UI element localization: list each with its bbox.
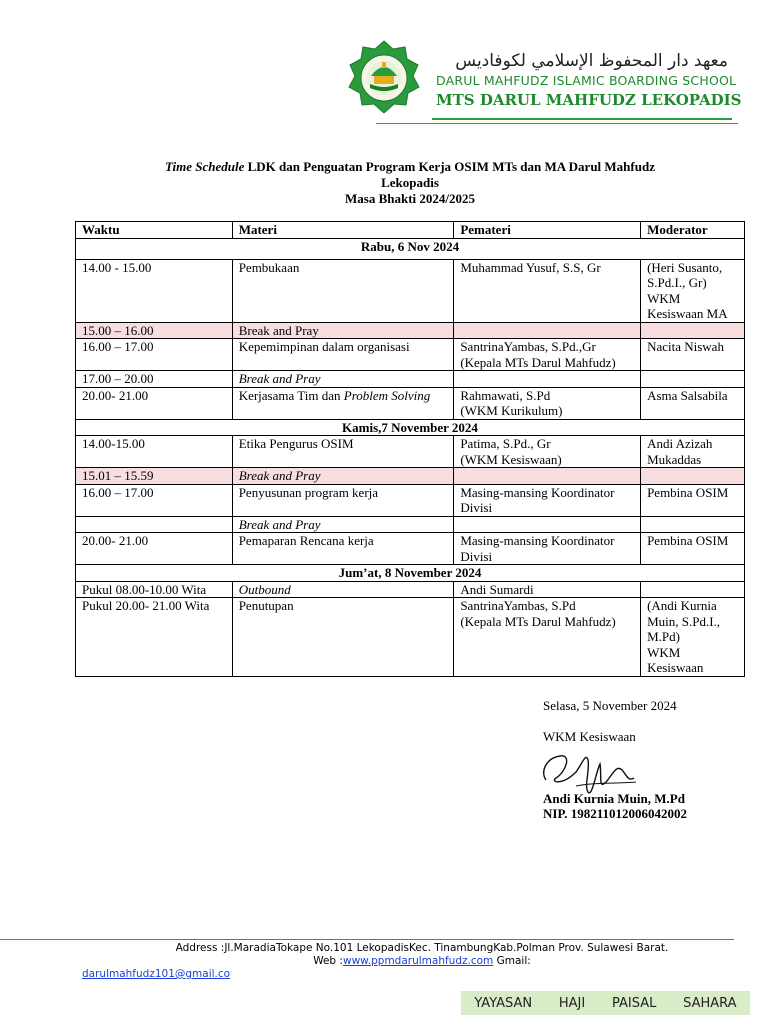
cell-materi: Penutupan bbox=[232, 598, 454, 677]
mts-name: MTS DARUL MAHFUDZ LEKOPADIS bbox=[436, 91, 742, 109]
day-row bbox=[76, 565, 745, 582]
day-label: Kamis,7 November 2024 bbox=[76, 419, 745, 436]
cell-moderator: Andi Azizah Mukaddas bbox=[641, 436, 745, 468]
cell-moderator: Asma Salsabila bbox=[641, 387, 745, 419]
cell-materi: Break and Pray bbox=[232, 371, 454, 388]
table-row bbox=[76, 387, 745, 419]
title-line-2: Lekopadis bbox=[381, 175, 439, 190]
cell-materi: Pemaparan Rencana kerja bbox=[232, 533, 454, 565]
yayasan-word: PAISAL bbox=[611, 995, 657, 1011]
header-divider bbox=[432, 118, 732, 120]
cell-materi: Break and Pray bbox=[232, 468, 454, 485]
table-row bbox=[76, 598, 745, 677]
table-row bbox=[76, 371, 745, 388]
signature-name: Andi Kurnia Muin, M.Pd bbox=[543, 791, 685, 806]
signature-role: WKM Kesiswaan bbox=[543, 729, 636, 744]
cell-moderator: Nacita Niswah bbox=[641, 339, 745, 371]
cell-waktu: 17.00 – 20.00 bbox=[76, 371, 233, 388]
cell-pemateri bbox=[454, 371, 641, 388]
website-link[interactable]: www.ppmdarulmahfudz.com bbox=[342, 955, 494, 967]
arabic-school-name-calligraphy bbox=[455, 44, 732, 74]
cell-moderator bbox=[641, 322, 745, 339]
cell-materi: Kepemimpinan dalam organisasi bbox=[232, 339, 454, 371]
cell-waktu: 14.00 - 15.00 bbox=[76, 259, 233, 322]
cell-materi: Break and Pray bbox=[232, 516, 454, 533]
cell-moderator bbox=[641, 468, 745, 485]
schedule-table bbox=[75, 221, 745, 677]
footer-divider bbox=[0, 939, 734, 940]
table-row bbox=[76, 322, 745, 339]
cell-waktu: 16.00 – 17.00 bbox=[76, 484, 233, 516]
cell-moderator bbox=[641, 516, 745, 533]
title-main-part: LDK dan Penguatan Program Kerja OSIM MTs dan MA Darul Mahfudz bbox=[244, 159, 655, 174]
header-pemateri: Pemateri bbox=[454, 222, 641, 239]
cell-moderator: Pembina OSIM bbox=[641, 533, 745, 565]
cell-pemateri bbox=[454, 468, 641, 485]
cell-waktu: 20.00- 21.00 bbox=[76, 387, 233, 419]
table-row bbox=[76, 339, 745, 371]
email-link[interactable]: darulmahfudz101@gmail.co bbox=[82, 968, 231, 980]
cell-pemateri: SantrinaYambas, S.Pd (Kepala MTs Darul Mahfudz) bbox=[454, 598, 641, 677]
cell-materi: Pembukaan bbox=[232, 259, 454, 322]
cell-pemateri: Muhammad Yusuf, S.S, Gr bbox=[454, 259, 641, 322]
table-row bbox=[76, 581, 745, 598]
title-italic-part: Time Schedule bbox=[165, 159, 245, 174]
footer-web bbox=[82, 955, 762, 968]
cell-waktu: Pukul 08.00-10.00 Wita bbox=[76, 581, 233, 598]
cell-waktu: 16.00 – 17.00 bbox=[76, 339, 233, 371]
yayasan-word: YAYASAN bbox=[474, 995, 533, 1011]
cell-moderator: (Heri Susanto, S.Pd.I., Gr) WKM Kesiswaan MA bbox=[641, 259, 745, 322]
footer-address: Address :Jl.MaradiaTokape No.101 LekopadisKec. TinambungKab.Polman Prov. Sulawesi Barat. bbox=[175, 942, 669, 954]
yayasan-banner bbox=[461, 991, 750, 1015]
header-materi: Materi bbox=[232, 222, 454, 239]
materi-text-italic: Problem Solving bbox=[343, 387, 431, 403]
cell-pemateri: SantrinaYambas, S.Pd.,Gr (Kepala MTs Darul Mahfudz) bbox=[454, 339, 641, 371]
signature-date: Selasa, 5 November 2024 bbox=[543, 698, 677, 713]
table-row bbox=[76, 259, 745, 322]
cell-pemateri bbox=[454, 322, 641, 339]
cell-materi: Outbound bbox=[232, 581, 454, 598]
school-name: DARUL MAHFUDZ ISLAMIC BOARDING SCHOOL bbox=[436, 73, 737, 88]
header-waktu: Waktu bbox=[76, 222, 233, 239]
cell-moderator bbox=[641, 581, 745, 598]
title-period: Masa Bhakti 2024/2025 bbox=[344, 191, 475, 206]
cell-pemateri: Andi Sumardi bbox=[454, 581, 641, 598]
cell-pemateri: Masing-mansing Koordinator Divisi bbox=[454, 533, 641, 565]
table-header-row bbox=[76, 222, 745, 239]
cell-materi: Break and Pray bbox=[232, 322, 454, 339]
header-moderator: Moderator bbox=[641, 222, 745, 239]
materi-text: Kerjasama Tim dan bbox=[238, 387, 344, 403]
table-row bbox=[76, 516, 745, 533]
cell-moderator bbox=[641, 371, 745, 388]
web-label: Web : bbox=[313, 955, 343, 967]
day-row bbox=[76, 419, 745, 436]
cell-pemateri bbox=[454, 516, 641, 533]
signature-nip: NIP. 198211012006042002 bbox=[543, 806, 687, 821]
table-row bbox=[76, 468, 745, 485]
yayasan-word: SAHARA bbox=[683, 995, 737, 1011]
cell-waktu: 14.00-15.00 bbox=[76, 436, 233, 468]
cell-waktu: 15.01 – 15.59 bbox=[76, 468, 233, 485]
cell-materi: Penyusunan program kerja bbox=[232, 484, 454, 516]
table-row bbox=[76, 436, 745, 468]
cell-waktu: 20.00- 21.00 bbox=[76, 533, 233, 565]
document-title bbox=[76, 159, 744, 207]
header-divider-thin bbox=[376, 123, 738, 124]
cell-materi: Etika Pengurus OSIM bbox=[232, 436, 454, 468]
cell-moderator: (Andi Kurnia Muin, S.Pd.I., M.Pd) WKM Kesiswaan bbox=[641, 598, 745, 677]
svg-text:معهد دار المحفوظ الإسلامي لكوف: معهد دار المحفوظ الإسلامي لكوفاديس bbox=[455, 51, 728, 71]
cell-pemateri: Patima, S.Pd., Gr (WKM Kesiswaan) bbox=[454, 436, 641, 468]
yayasan-word: HAJI bbox=[558, 995, 586, 1011]
day-label: Rabu, 6 Nov 2024 bbox=[76, 238, 745, 259]
cell-waktu: 15.00 – 16.00 bbox=[76, 322, 233, 339]
cell-moderator: Pembina OSIM bbox=[641, 484, 745, 516]
day-row bbox=[76, 238, 745, 259]
cell-pemateri: Masing-mansing Koordinator Divisi bbox=[454, 484, 641, 516]
cell-pemateri: Rahmawati, S.Pd (WKM Kurikulum) bbox=[454, 387, 641, 419]
day-label: Jum’at, 8 November 2024 bbox=[76, 565, 745, 582]
school-logo-icon bbox=[344, 40, 424, 118]
table-row bbox=[76, 533, 745, 565]
cell-materi bbox=[232, 387, 454, 419]
cell-waktu: Pukul 20.00- 21.00 Wita bbox=[76, 598, 233, 677]
table-row bbox=[76, 484, 745, 516]
gmail-label: Gmail: bbox=[493, 955, 531, 967]
cell-waktu bbox=[76, 516, 233, 533]
